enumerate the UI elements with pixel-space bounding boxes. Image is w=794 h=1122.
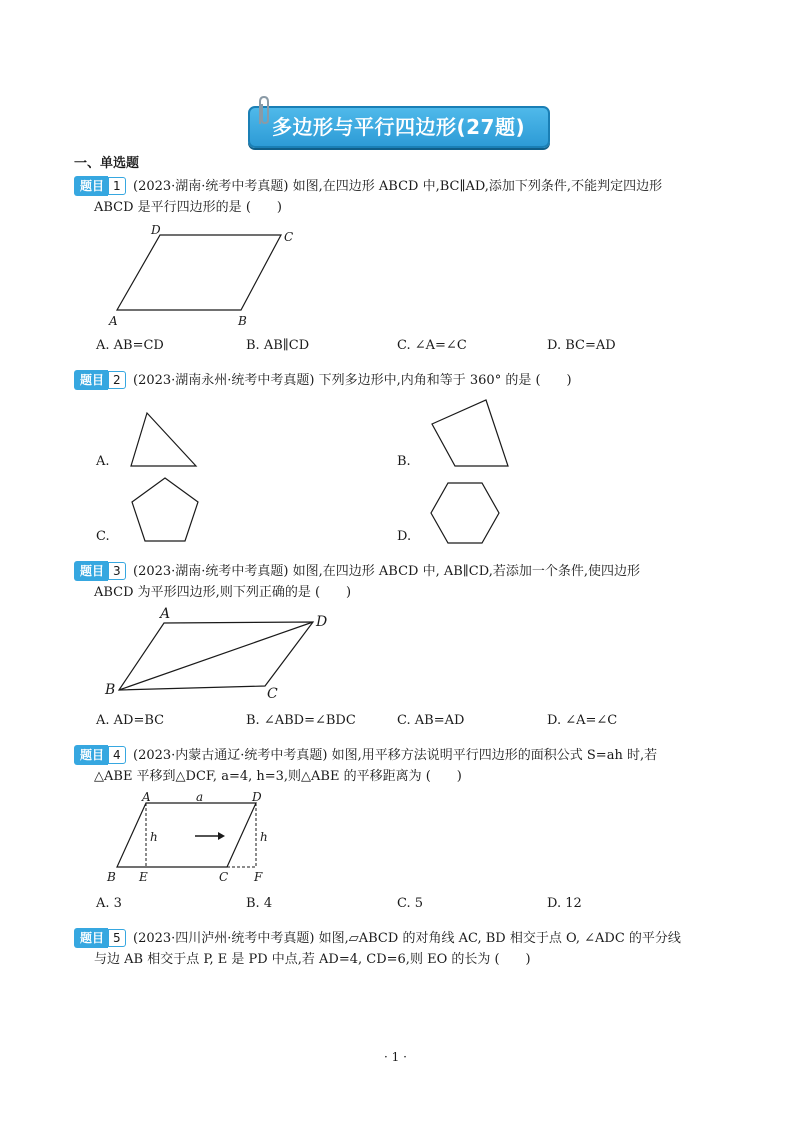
option-c[interactable]: C. AB=AD: [397, 713, 465, 728]
badge-label: 题目: [74, 928, 108, 948]
option-d[interactable]: D. ∠A=∠C: [547, 713, 618, 728]
vertex-label: D: [151, 223, 161, 237]
question-text: 与边 AB 相交于点 P, E 是 PD 中点,若 AD=4, CD=6,则 EO 的长为 ( ): [94, 952, 531, 967]
badge-number: 5: [108, 929, 126, 947]
option-d[interactable]: D. 12: [547, 896, 582, 911]
question-text: (2023·内蒙古通辽·统考中考真题) 如图,用平移方法说明平行四边形的面积公式 S=ah 时,若: [133, 748, 658, 763]
option-b[interactable]: B. 4: [246, 896, 273, 911]
height-label: h: [260, 830, 268, 844]
option-b[interactable]: B.: [397, 454, 411, 469]
option-c[interactable]: C. ∠A=∠C: [397, 338, 467, 353]
vertex-label: B: [107, 870, 116, 884]
vertex-label: B: [105, 682, 116, 698]
vertex-label: A: [109, 314, 118, 328]
option-a[interactable]: A. AB=CD: [96, 338, 164, 353]
question-text: (2023·湖南·统考中考真题) 如图,在四边形 ABCD 中, AB∥CD,若添加一个条件,使四边形: [133, 564, 640, 579]
question-text: ABCD 是平行四边形的是 ( ): [94, 200, 282, 215]
option-a[interactable]: A. AD=BC: [96, 713, 165, 728]
side-label: a: [196, 790, 204, 804]
question-text: (2023·湖南永州·统考中考真题) 下列多边形中,内角和等于 360° 的是 ( ): [133, 373, 572, 388]
vertex-label: A: [142, 790, 151, 804]
option-c[interactable]: C.: [96, 529, 110, 544]
vertex-label: C: [267, 686, 278, 702]
page-title: 多边形与平行四边形(27题): [272, 115, 526, 139]
badge-number: 2: [108, 371, 126, 389]
section-heading: 一、单选题: [74, 156, 140, 171]
badge-number: 4: [108, 746, 126, 764]
height-label: h: [150, 830, 158, 844]
badge-label: 题目: [74, 370, 108, 390]
badge-label: 题目: [74, 561, 108, 581]
option-a[interactable]: A.: [96, 454, 110, 469]
option-a[interactable]: A. 3: [96, 896, 122, 911]
question-badge: [74, 928, 126, 948]
question-text: △ABE 平移到△DCF, a=4, h=3,则△ABE 的平移距离为 ( ): [94, 769, 462, 784]
badge-label: 题目: [74, 745, 108, 765]
vertex-label: B: [238, 314, 247, 328]
page-number: · 1 ·: [384, 1050, 407, 1064]
question-text: ABCD 为平形四边形,则下列正确的是 ( ): [94, 585, 352, 600]
vertex-label: F: [254, 870, 263, 884]
badge-label: 题目: [74, 176, 108, 196]
option-b[interactable]: B. AB∥CD: [246, 338, 310, 353]
badge-number: 3: [108, 562, 126, 580]
vertex-label: E: [139, 870, 148, 884]
badge-number: 1: [108, 177, 126, 195]
option-c[interactable]: C. 5: [397, 896, 424, 911]
vertex-label: C: [284, 230, 294, 244]
vertex-label: A: [160, 606, 171, 622]
vertex-label: C: [219, 870, 229, 884]
option-d[interactable]: D. BC=AD: [547, 338, 616, 353]
vertex-label: D: [316, 614, 328, 630]
option-b[interactable]: B. ∠ABD=∠BDC: [246, 713, 356, 728]
question-text: (2023·湖南·统考中考真题) 如图,在四边形 ABCD 中,BC∥AD,添加下列条件,不能判定四边形: [133, 179, 663, 194]
vertex-label: D: [252, 790, 262, 804]
question-text: (2023·四川泸州·统考中考真题) 如图,▱ABCD 的对角线 AC, BD 相交于点 O, ∠ADC 的平分线: [133, 931, 681, 946]
option-d[interactable]: D.: [397, 529, 412, 544]
